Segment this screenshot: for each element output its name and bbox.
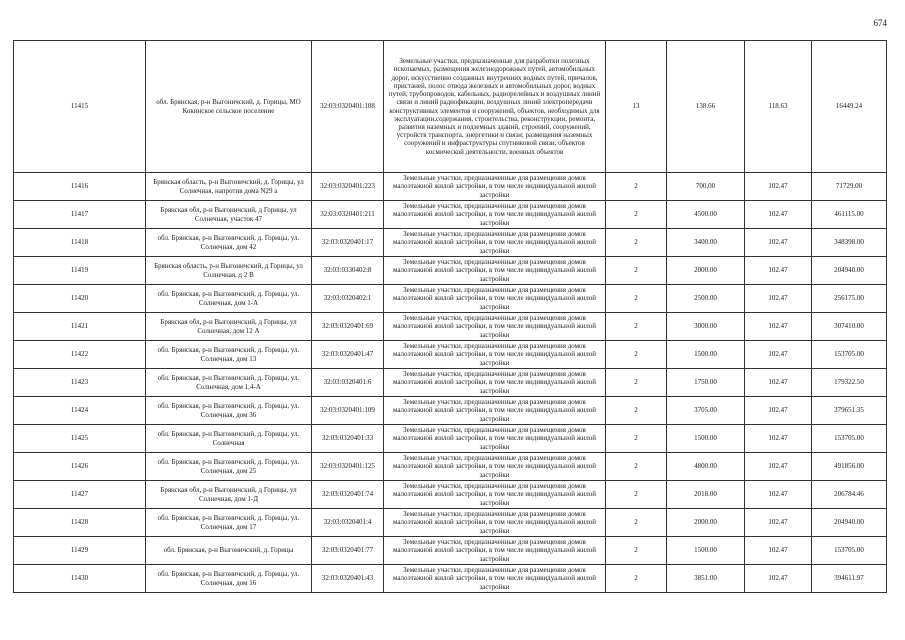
address-cell: обл. Брянская, р-н Выгоничский, д. Горицы, ул. Солнечная [146, 425, 312, 453]
row-id-cell: 11421 [14, 313, 146, 341]
area-cell: 1500.00 [667, 341, 745, 369]
group-cell: 2 [606, 481, 667, 509]
cadastral-number-cell: 32:03:0320401:211 [312, 201, 384, 229]
cadastral-number-cell: 32:03:0320401:69 [312, 313, 384, 341]
row-id-cell: 11424 [14, 397, 146, 425]
address-cell: обл. Брянская, р-н Выгоничский, д. Горицы, ул. Солнечная, дом 25 [146, 453, 312, 481]
specific-value-cell: 102.47 [745, 509, 812, 537]
area-cell: 700.00 [667, 173, 745, 201]
area-cell: 1750.00 [667, 369, 745, 397]
row-id-cell: 11419 [14, 257, 146, 285]
group-cell: 2 [606, 173, 667, 201]
address-cell: обл. Брянская, р-н Выгоничский, д. Горицы, МО Кокинское сельское поселение [146, 41, 312, 173]
row-id-cell: 11417 [14, 201, 146, 229]
land-use-cell: Земельные участки, предназначенные для размещения домов малоэтажной жилой застройки, в том числе индивидуальной жилой застройки [384, 509, 606, 537]
land-use-cell: Земельные участки, предназначенные для размещения домов малоэтажной жилой застройки, в том числе индивидуальной жилой застройки [384, 313, 606, 341]
area-cell: 2018.00 [667, 481, 745, 509]
group-cell: 13 [606, 41, 667, 173]
land-use-cell: Земельные участки, предназначенные для размещения домов малоэтажной жилой застройки, в том числе индивидуальной жилой застройки [384, 341, 606, 369]
address-cell: Брянская область, р-н Выгоничский, д Горицы, ул Солнечная, д 2 В [146, 257, 312, 285]
land-use-cell: Земельные участки, предназначенные для размещения домов малоэтажной жилой застройки, в том числе индивидуальной жилой застройки [384, 285, 606, 313]
specific-value-cell: 102.47 [745, 537, 812, 565]
address-cell: обл. Брянская, р-н Выгоничский, д. Горицы, ул. Солнечная, дом 1-А [146, 285, 312, 313]
address-cell: обл. Брянская, р-н Выгоничский, д. Горицы [146, 537, 312, 565]
group-cell: 2 [606, 565, 667, 593]
cadastral-value-cell: 204940.00 [812, 257, 887, 285]
table-row [14, 509, 887, 537]
cadastral-number-cell: 32:03:0320401:223 [312, 173, 384, 201]
row-id-cell: 11423 [14, 369, 146, 397]
specific-value-cell: 102.47 [745, 201, 812, 229]
cadastral-value-cell: 153705.00 [812, 537, 887, 565]
specific-value-cell: 102.47 [745, 313, 812, 341]
row-id-cell: 11418 [14, 229, 146, 257]
cadastral-number-cell: 32:03:0320401:109 [312, 397, 384, 425]
cadastral-number-cell: 32:03:0320401:47 [312, 341, 384, 369]
cadastral-number-cell: 32:03:0320402:1 [312, 285, 384, 313]
page-number: 674 [873, 18, 887, 28]
area-cell: 138.66 [667, 41, 745, 173]
cadastral-value-cell: 153705.00 [812, 425, 887, 453]
cadastral-value-cell: 348398.00 [812, 229, 887, 257]
group-cell: 2 [606, 509, 667, 537]
row-id-cell: 11416 [14, 173, 146, 201]
group-cell: 2 [606, 257, 667, 285]
land-use-cell: Земельные участки, предназначенные для размещения домов малоэтажной жилой застройки, в том числе индивидуальной жилой застройки [384, 397, 606, 425]
address-cell: обл. Брянская, р-н Выгоничский, д. Горицы, ул. Солнечная, дом 42 [146, 229, 312, 257]
address-cell: обл. Брянская, р-н Выгоничский, д. Горицы, ул. Солнечная, дом 16 [146, 565, 312, 593]
land-use-cell: Земельные участки, предназначенные для размещения домов малоэтажной жилой застройки, в том числе индивидуальной жилой застройки [384, 257, 606, 285]
area-cell: 2000.00 [667, 257, 745, 285]
group-cell: 2 [606, 369, 667, 397]
table-row [14, 173, 887, 201]
group-cell: 2 [606, 397, 667, 425]
cadastral-number-cell: 32:03:0320401:125 [312, 453, 384, 481]
address-cell: обл. Брянская, р-н Выгоничский, д. Горицы, ул. Солнечная, дом 1,4-А [146, 369, 312, 397]
table-row [14, 341, 887, 369]
row-id-cell: 11420 [14, 285, 146, 313]
specific-value-cell: 102.47 [745, 397, 812, 425]
area-cell: 3000.00 [667, 313, 745, 341]
land-use-cell: Земельные участки, предназначенные для разработки полезных ископаемых, размещения железнодорожных путей, автомобильных дорог, искусственно созданных внутренних водных путей, причалов, пристаней, полос отвода железных и автомобильных дорог, водных путей, трубопроводов, кабельных, радиорелейных и воздушных линий связи и линий радиофикации, воздушных линий электропередачи конструктивных элементов и сооружений, объектов, необходимых для эксплуатации,содержания, строительства, реконструкции, ремонта, развития наземных и подземных зданий, строений, сооружений, устройств транспорта, энергетики и связи; размещения наземных сооружений и инфраструктуры спутниковой связи, объектов космической деятельности, военных объектов [384, 41, 606, 173]
table-body [14, 41, 887, 593]
cadastral-value-cell: 379651.35 [812, 397, 887, 425]
address-cell: Брянская область, р-н Выгоничский, д. Горицы, ул Солнечная, напротив дома N29 а [146, 173, 312, 201]
specific-value-cell: 102.47 [745, 453, 812, 481]
table-row [14, 481, 887, 509]
table-row [14, 229, 887, 257]
address-cell: обл. Брянская, р-н Выгоничский, д. Горицы, ул. Солнечная, дом 36 [146, 397, 312, 425]
cadastral-number-cell: 32:03:0320401:6 [312, 369, 384, 397]
table-row [14, 313, 887, 341]
specific-value-cell: 118.63 [745, 41, 812, 173]
land-use-cell: Земельные участки, предназначенные для размещения домов малоэтажной жилой застройки, в том числе индивидуальной жилой застройки [384, 173, 606, 201]
address-cell: Брянская обл, р-н Выгоничский, д Горицы, ул Солнечная, участок 47 [146, 201, 312, 229]
cadastral-number-cell: 32:03:0320401:108 [312, 41, 384, 173]
group-cell: 2 [606, 201, 667, 229]
table-row [14, 201, 887, 229]
row-id-cell: 11428 [14, 509, 146, 537]
group-cell: 2 [606, 425, 667, 453]
group-cell: 2 [606, 537, 667, 565]
specific-value-cell: 102.47 [745, 481, 812, 509]
row-id-cell: 11425 [14, 425, 146, 453]
cadastral-value-cell: 394611.97 [812, 565, 887, 593]
cadastral-value-cell: 461115.00 [812, 201, 887, 229]
cadastral-number-cell: 32:03:0320401:33 [312, 425, 384, 453]
row-id-cell: 11422 [14, 341, 146, 369]
cadastral-value-table [13, 40, 887, 593]
row-id-cell: 11429 [14, 537, 146, 565]
area-cell: 3851.00 [667, 565, 745, 593]
specific-value-cell: 102.47 [745, 565, 812, 593]
specific-value-cell: 102.47 [745, 257, 812, 285]
table-row [14, 285, 887, 313]
table-row [14, 537, 887, 565]
cadastral-value-cell: 204940.00 [812, 509, 887, 537]
land-use-cell: Земельные участки, предназначенные для размещения домов малоэтажной жилой застройки, в том числе индивидуальной жилой застройки [384, 453, 606, 481]
land-use-cell: Земельные участки, предназначенные для размещения домов малоэтажной жилой застройки, в том числе индивидуальной жилой застройки [384, 201, 606, 229]
land-use-cell: Земельные участки, предназначенные для размещения домов малоэтажной жилой застройки, в том числе индивидуальной жилой застройки [384, 425, 606, 453]
address-cell: обл. Брянская, р-н Выгоничский, д. Горицы, ул. Солнечная, дом 13 [146, 341, 312, 369]
specific-value-cell: 102.47 [745, 173, 812, 201]
cadastral-number-cell: 32:03:0320401:74 [312, 481, 384, 509]
group-cell: 2 [606, 453, 667, 481]
cadastral-number-cell: 32:03:0320401:4 [312, 509, 384, 537]
land-use-cell: Земельные участки, предназначенные для размещения домов малоэтажной жилой застройки, в том числе индивидуальной жилой застройки [384, 537, 606, 565]
address-cell: Брянская обл, р-н Выгоничский, д Горицы, ул Солнечная, дом 1-Д [146, 481, 312, 509]
area-cell: 1500.00 [667, 425, 745, 453]
cadastral-value-cell: 16449.24 [812, 41, 887, 173]
cadastral-value-cell: 491856.00 [812, 453, 887, 481]
cadastral-value-cell: 179322.50 [812, 369, 887, 397]
row-id-cell: 11430 [14, 565, 146, 593]
row-id-cell: 11415 [14, 41, 146, 173]
cadastral-number-cell: 32:03:0320401:17 [312, 229, 384, 257]
table-row [14, 425, 887, 453]
cadastral-value-cell: 206784.46 [812, 481, 887, 509]
group-cell: 2 [606, 229, 667, 257]
cadastral-number-cell: 32:03:0330402:8 [312, 257, 384, 285]
address-cell: Брянская обл, р-н Выгоничский, д Горицы, ул Солнечная, дом 12 А [146, 313, 312, 341]
area-cell: 2000.00 [667, 509, 745, 537]
cadastral-number-cell: 32:03:0320401:43 [312, 565, 384, 593]
land-use-cell: Земельные участки, предназначенные для размещения домов малоэтажной жилой застройки, в том числе индивидуальной жилой застройки [384, 481, 606, 509]
specific-value-cell: 102.47 [745, 285, 812, 313]
row-id-cell: 11426 [14, 453, 146, 481]
group-cell: 2 [606, 341, 667, 369]
table-row [14, 397, 887, 425]
area-cell: 3400.00 [667, 229, 745, 257]
group-cell: 2 [606, 285, 667, 313]
specific-value-cell: 102.47 [745, 369, 812, 397]
land-use-cell: Земельные участки, предназначенные для размещения домов малоэтажной жилой застройки, в том числе индивидуальной жилой застройки [384, 565, 606, 593]
specific-value-cell: 102.47 [745, 341, 812, 369]
address-cell: обл. Брянская, р-н Выгоничский, д. Горицы, ул. Солнечная, дом 17 [146, 509, 312, 537]
area-cell: 2500.00 [667, 285, 745, 313]
table-row [14, 369, 887, 397]
group-cell: 2 [606, 313, 667, 341]
table-row [14, 41, 887, 173]
table-row [14, 565, 887, 593]
land-use-cell: Земельные участки, предназначенные для размещения домов малоэтажной жилой застройки, в том числе индивидуальной жилой застройки [384, 369, 606, 397]
table-row [14, 257, 887, 285]
row-id-cell: 11427 [14, 481, 146, 509]
area-cell: 1500.00 [667, 537, 745, 565]
area-cell: 4500.00 [667, 201, 745, 229]
specific-value-cell: 102.47 [745, 425, 812, 453]
cadastral-number-cell: 32:03:0320401:77 [312, 537, 384, 565]
cadastral-value-cell: 153705.00 [812, 341, 887, 369]
cadastral-value-cell: 71729.00 [812, 173, 887, 201]
cadastral-value-cell: 307410.00 [812, 313, 887, 341]
specific-value-cell: 102.47 [745, 229, 812, 257]
area-cell: 4800.00 [667, 453, 745, 481]
area-cell: 3705.00 [667, 397, 745, 425]
cadastral-value-cell: 256175.00 [812, 285, 887, 313]
land-use-cell: Земельные участки, предназначенные для размещения домов малоэтажной жилой застройки, в том числе индивидуальной жилой застройки [384, 229, 606, 257]
table-row [14, 453, 887, 481]
